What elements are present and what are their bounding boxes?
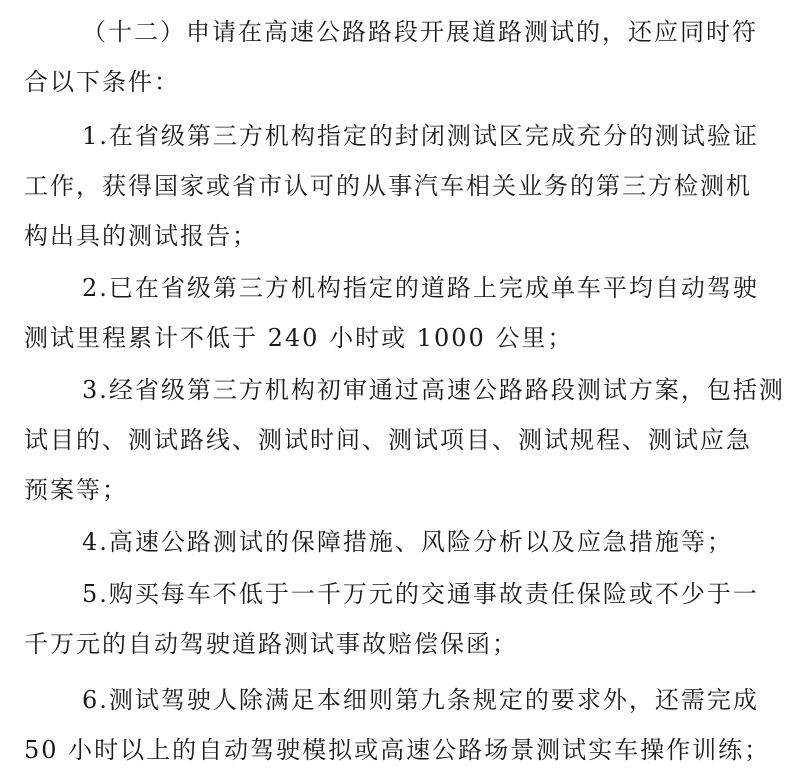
clause-12-heading-line-1: （十二）申请在高速公路路段开展道路测试的，还应同时符: [82, 18, 758, 46]
item-1-line-2: 工作，获得国家或省市认可的从事汽车相关业务的第三方检测机: [24, 172, 752, 200]
item-3-line-3: 预案等；: [24, 476, 128, 504]
item-3-line-2: 试目的、测试路线、测试时间、测试项目、测试规程、测试应急: [24, 426, 752, 454]
item-1-line-1: 1.在省级第三方机构指定的封闭测试区完成充分的测试验证: [82, 122, 759, 150]
item-3-line-1: 3.经省级第三方机构初审通过高速公路路段测试方案，包括测: [82, 376, 785, 404]
item-1-line-3: 构出具的测试报告；: [24, 222, 258, 250]
item-5-line-2: 千万元的自动驾驶道路测试事故赔偿保函；: [24, 630, 518, 658]
clause-12-heading-line-2: 合以下条件：: [24, 68, 180, 96]
item-2-line-1: 2.已在省级第三方机构指定的道路上完成单车平均自动驾驶: [82, 274, 759, 302]
item-2-line-2: 测试里程累计不低于 240 小时或 1000 公里；: [24, 324, 574, 352]
item-6-line-1: 6.测试驾驶人除满足本细则第九条规定的要求外，还需完成: [82, 686, 759, 714]
item-6-line-2: 50 小时以上的自动驾驶模拟或高速公路场景测试实车操作训练；: [24, 736, 771, 764]
item-4-line-1: 4.高速公路测试的保障措施、风险分析以及应急措施等；: [82, 528, 733, 556]
item-5-line-1: 5.购买每车不低于一千万元的交通事故责任保险或不少于一: [82, 580, 759, 608]
